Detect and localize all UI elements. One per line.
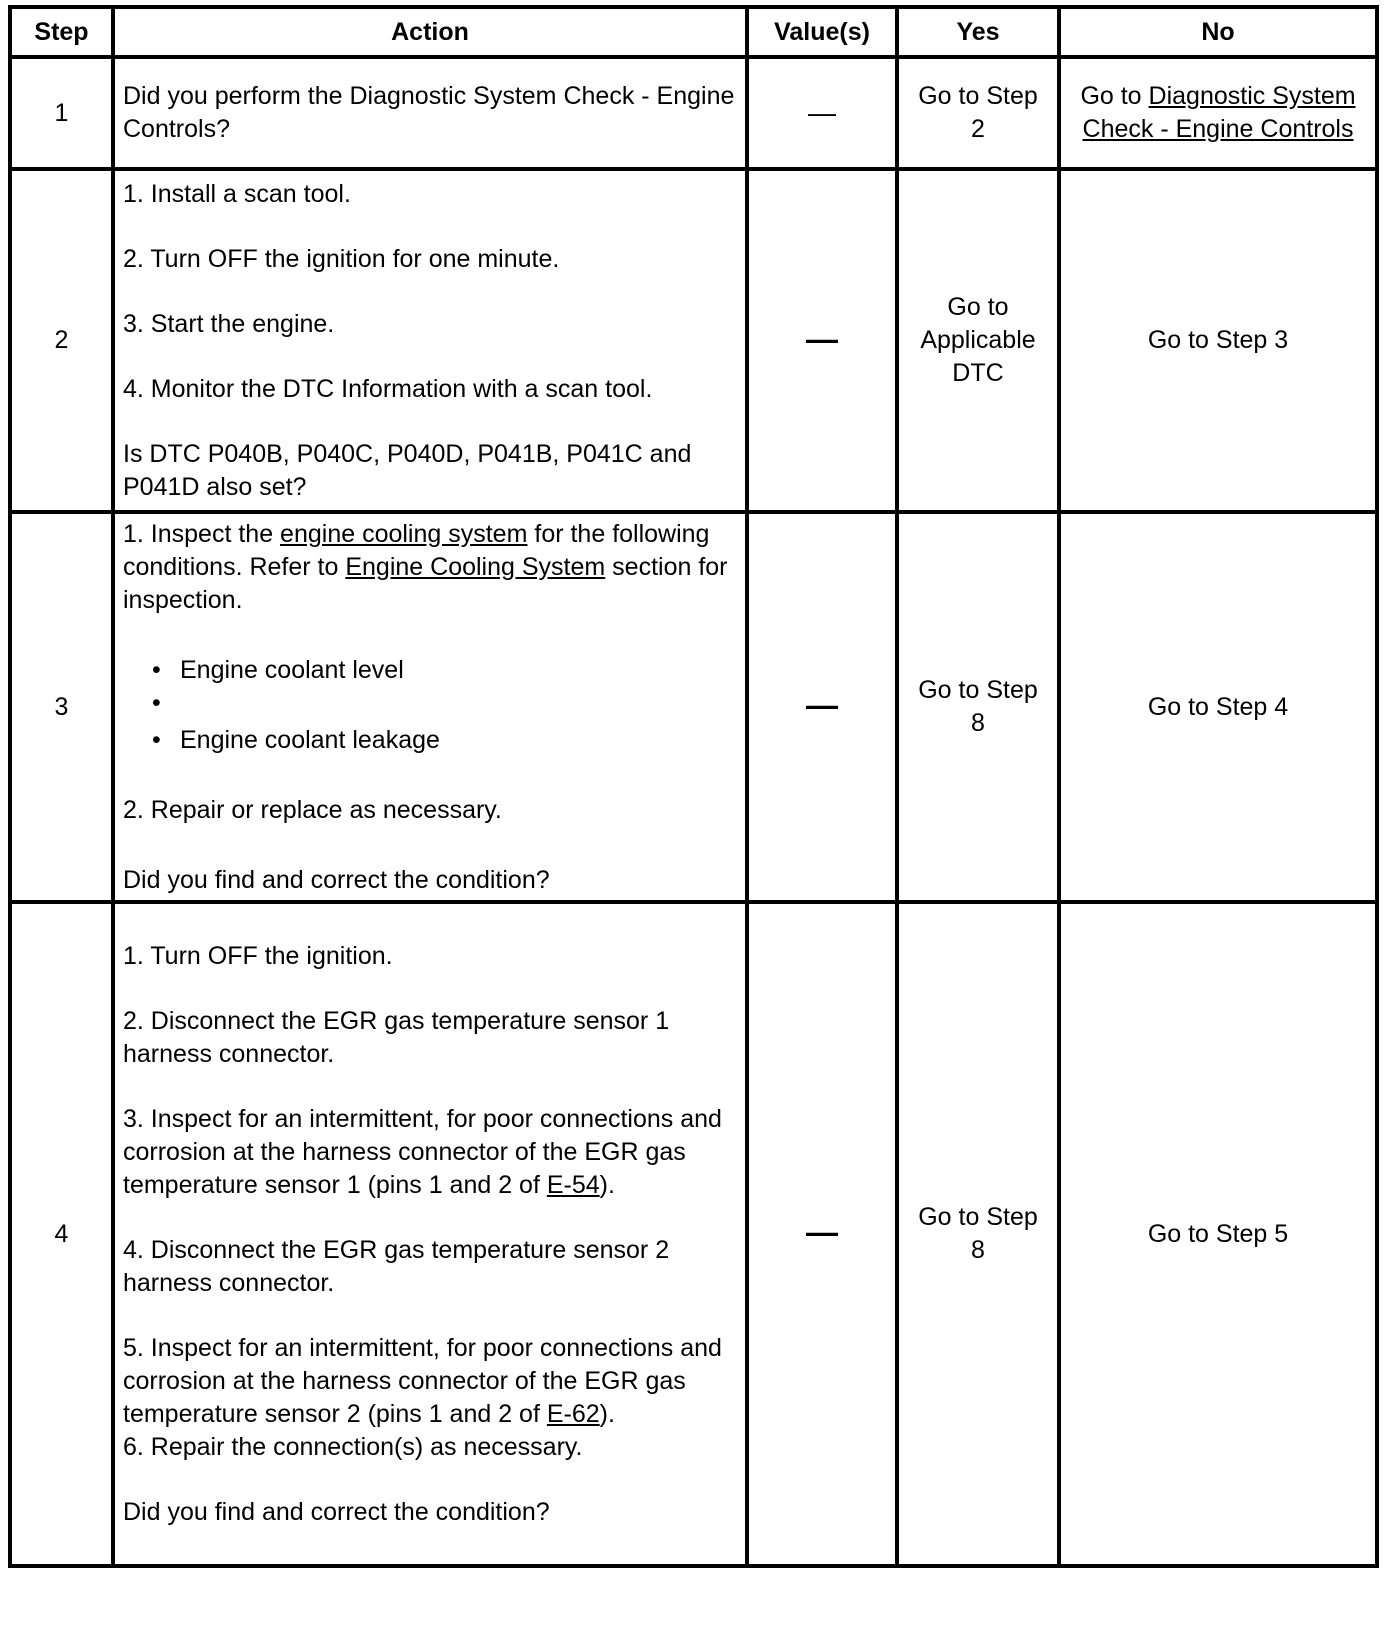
step-number: 1 [10, 57, 113, 169]
header-row [10, 7, 1377, 57]
no-cell: Go to Step 3 [1059, 169, 1377, 512]
yes-cell: Go to Step 2 [897, 57, 1059, 169]
action-item: 4. Monitor the DTC Information with a scan tool. [123, 374, 653, 403]
table-row-step-3 [10, 512, 1377, 902]
action-item: 1. Inspect the engine cooling system for the following conditions. Refer to Engine Cooling System section for inspection. [123, 519, 728, 614]
header-no: No [1059, 7, 1377, 57]
no-cell: Go to Step 5 [1059, 902, 1377, 1566]
action-item: 2. Disconnect the EGR gas temperature sensor 1 harness connector. [123, 1006, 670, 1068]
list-item: • Engine coolant level [123, 654, 739, 687]
condition-list [123, 654, 739, 757]
diagnostic-system-check-link[interactable]: Diagnostic System Check - Engine Controls [1082, 82, 1356, 143]
yes-cell: Go to Applicable DTC [897, 169, 1059, 512]
value-cell: — [747, 902, 897, 1566]
action-cell [113, 169, 747, 512]
yes-cell: Go to Step 8 [897, 902, 1059, 1566]
step-number: 4 [10, 902, 113, 1566]
action-question: Did you find and correct the condition? [123, 1497, 550, 1526]
action-question: Is DTC P040B, P040C, P040D, P041B, P041C and P041D also set? [123, 439, 692, 501]
action-item: 1. Turn OFF the ignition. [123, 941, 393, 970]
action-item: 5. Inspect for an intermittent, for poor connections and corrosion at the harness connector of the EGR gas temperature sensor 2 (pins 1 and 2 of E-62). [123, 1333, 722, 1428]
value-cell: — [747, 57, 897, 169]
action-item: 3. Inspect for an intermittent, for poor connections and corrosion at the harness connector of the EGR gas temperature sensor 1 (pins 1 and 2 of E-54). [123, 1104, 722, 1199]
header-action: Action [113, 7, 747, 57]
step-number: 2 [10, 169, 113, 512]
value-cell: — [747, 169, 897, 512]
diagnostic-table [8, 5, 1379, 1568]
connector-e54-link[interactable]: E-54 [546, 1170, 600, 1199]
action-question: Did you find and correct the condition? [123, 865, 550, 894]
action-cell [113, 57, 747, 169]
value-cell: — [747, 512, 897, 902]
header-yes: Yes [897, 7, 1059, 57]
action-cell [113, 512, 747, 902]
action-question: Did you perform the Diagnostic System Check - Engine Controls? [123, 82, 735, 143]
list-item: • Engine coolant leakage [123, 724, 739, 757]
action-item: 1. Install a scan tool. [123, 179, 351, 208]
engine-cooling-system-link[interactable]: engine cooling system [280, 519, 528, 548]
action-item: 2. Repair or replace as necessary. [123, 795, 502, 824]
action-item: 3. Start the engine. [123, 309, 335, 338]
action-item: 6. Repair the connection(s) as necessary. [123, 1432, 583, 1461]
action-cell [113, 902, 747, 1566]
action-item: 2. Turn OFF the ignition for one minute. [123, 244, 560, 273]
connector-e62-link[interactable]: E-62 [546, 1399, 600, 1428]
step-number: 3 [10, 512, 113, 902]
table-row-step-4 [10, 902, 1377, 1566]
action-item: 4. Disconnect the EGR gas temperature sensor 2 harness connector. [123, 1235, 670, 1297]
table-row-step-2 [10, 169, 1377, 512]
table-row-step-1 [10, 57, 1377, 169]
no-cell: Go to Diagnostic System Check - Engine Controls [1059, 57, 1377, 169]
header-values: Value(s) [747, 7, 897, 57]
yes-cell: Go to Step 8 [897, 512, 1059, 902]
no-cell: Go to Step 4 [1059, 512, 1377, 902]
header-step: Step [10, 7, 113, 57]
engine-cooling-system-section-link[interactable]: Engine Cooling System [345, 552, 606, 581]
